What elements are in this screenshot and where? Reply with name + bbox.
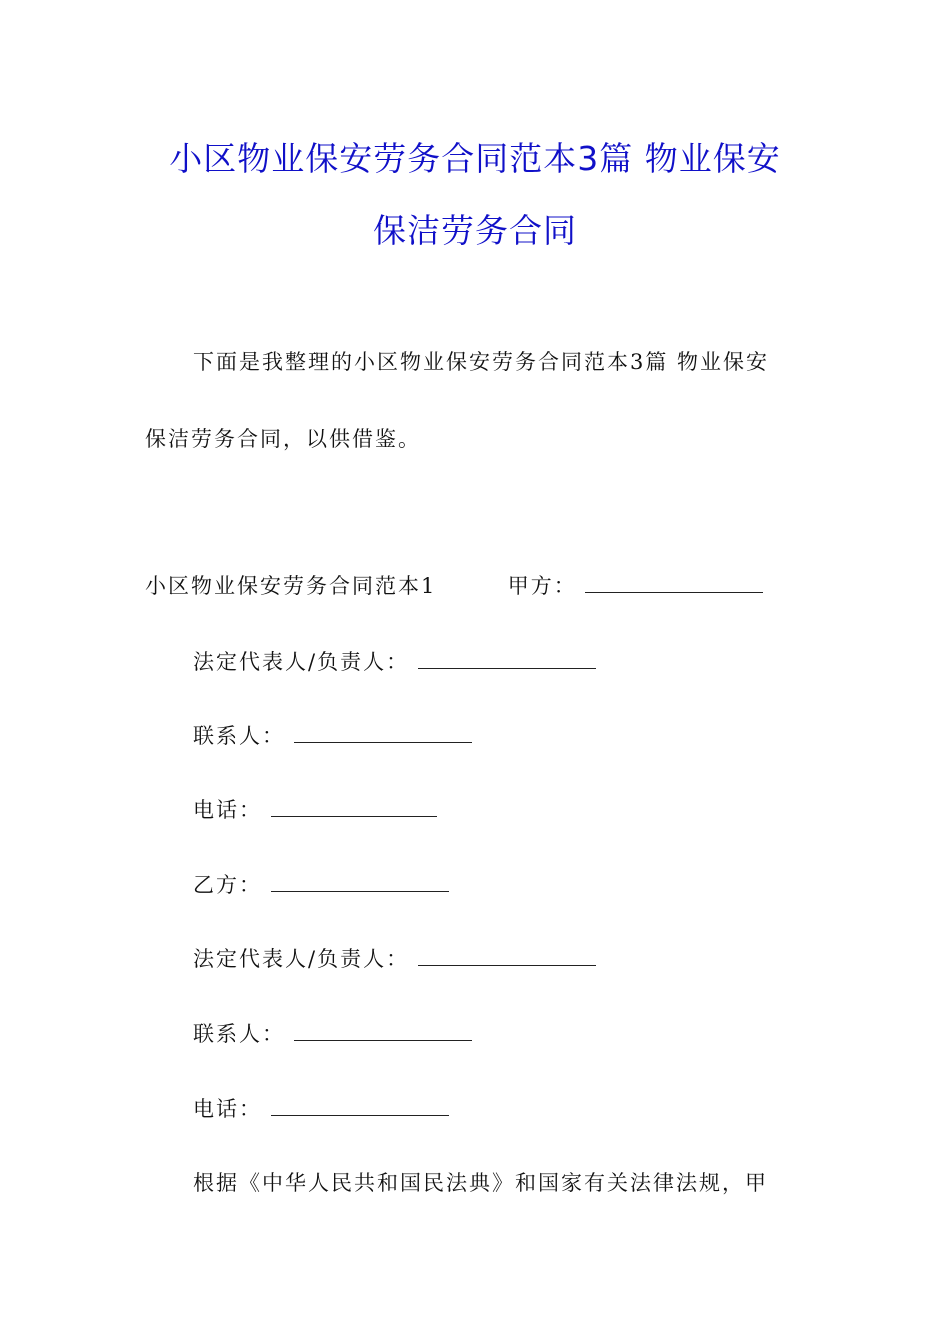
party-a-rep-blank[interactable]	[418, 650, 596, 669]
party-a-phone-label: 电话：	[193, 798, 262, 822]
party-b-phone-blank[interactable]	[271, 1097, 449, 1116]
party-a-label: 甲方：	[507, 574, 577, 598]
intro-paragraph-line-2: 保洁劳务合同，以供借鉴。	[145, 427, 421, 451]
party-a-rep-row	[193, 646, 596, 676]
document-title-line-1: 小区物业保安劳务合同范本3篇 物业保安	[169, 139, 781, 178]
party-b-label: 乙方：	[193, 873, 262, 897]
party-b-rep-label: 法定代表人/负责人：	[193, 947, 410, 971]
party-b-contact-blank[interactable]	[294, 1022, 472, 1041]
section-heading: 小区物业保安劳务合同范本1	[145, 574, 437, 598]
party-b-rep-row	[193, 943, 596, 973]
section-heading-row	[145, 570, 763, 600]
party-b-rep-blank[interactable]	[418, 947, 596, 966]
party-b-phone-label: 电话：	[193, 1097, 262, 1121]
party-a-rep-label: 法定代表人/负责人：	[193, 650, 410, 674]
party-a-phone-blank[interactable]	[271, 798, 437, 817]
party-b-contact-row	[193, 1018, 472, 1048]
legal-basis-line: 根据《中华人民共和国民法典》和国家有关法律法规，甲	[193, 1171, 768, 1195]
party-b-contact-label: 联系人：	[193, 1022, 285, 1046]
party-b-blank[interactable]	[271, 873, 449, 892]
party-a-contact-blank[interactable]	[294, 724, 472, 743]
party-a-phone-row	[193, 794, 437, 824]
intro-paragraph-line-1: 下面是我整理的小区物业保安劳务合同范本3篇 物业保安	[193, 350, 770, 374]
document-title-line-2: 保洁劳务合同	[373, 211, 577, 250]
party-a-contact-row	[193, 720, 472, 750]
party-a-blank[interactable]	[585, 574, 763, 593]
party-a-contact-label: 联系人：	[193, 724, 285, 748]
party-b-phone-row	[193, 1093, 449, 1123]
party-b-row	[193, 869, 449, 899]
